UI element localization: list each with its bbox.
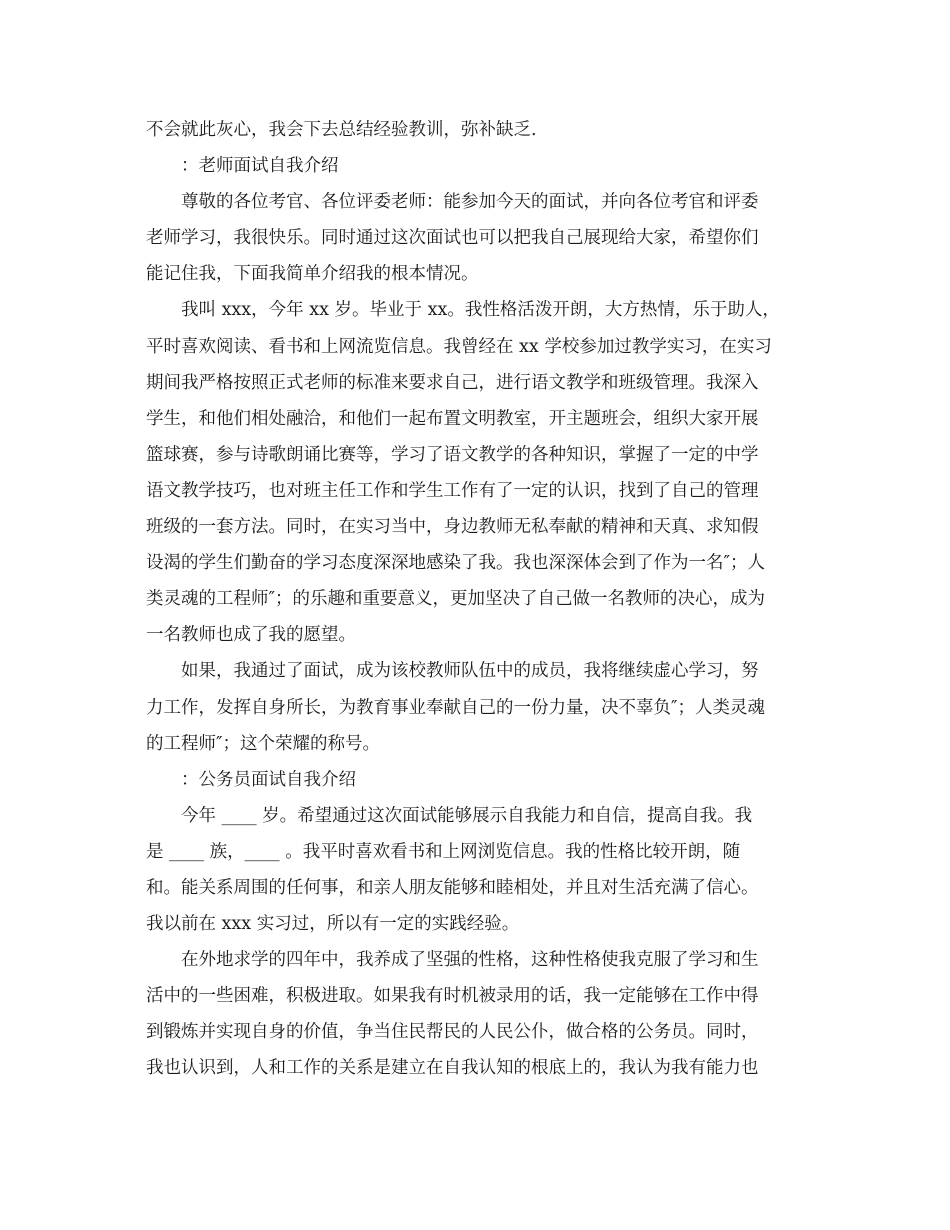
text-line: 班级的一套方法。同时，在实习当中，身边教师无私奉献的精神和天真、求知假: [146, 517, 759, 538]
text-line: 期间我严格按照正式老师的标准来要求自己，进行语文教学和班级管理。我深入: [146, 372, 759, 393]
text-line: 力工作，发挥自身所长，为教育事业奉献自己的一份力量，决不辜负″；人类灵魂: [146, 697, 766, 718]
text-line: 一名教师也成了我的愿望。: [146, 625, 356, 646]
text-line: 能记住我，下面我简单介绍我的根本情况。: [146, 264, 479, 285]
text-line: 是 ____ 族，____ 。我平时喜欢看书和上网浏览信息。我的性格比较开朗，随: [146, 841, 741, 862]
text-line: 语文教学技巧，也对班主任工作和学生工作有了一定的认识，找到了自己的管理: [146, 480, 759, 501]
text-line: 我也认识到，人和工作的关系是建立在自我认知的根底上的，我认为我有能力也: [146, 1058, 759, 1079]
text-line: 如果，我通过了面试，成为该校教师队伍中的成员，我将继续虚心学习，努: [181, 661, 759, 682]
text-line: 和。能关系周围的任何事，和亲人朋友能够和睦相处，并且对生活充满了信心。: [146, 877, 759, 898]
text-line: 平时喜欢阅读、看书和上网流览信息。我曾经在 xx 学校参加过教学实习，在实习: [146, 336, 772, 357]
text-line: ：老师面试自我介绍: [181, 156, 339, 177]
text-line: 设渴的学生们勤奋的学习态度深深地感染了我。我也深深体会到了作为一名″；人: [146, 553, 766, 574]
text-line: 活中的一些困难，积极进取。如果我有时机被录用的话，我一定能够在工作中得: [146, 986, 759, 1007]
text-line: 篮球赛，参与诗歌朗诵比赛等，学习了语文教学的各种知识，掌握了一定的中学: [146, 444, 759, 465]
text-line: 我以前在 xxx 实习过，所以有一定的实践经验。: [146, 914, 520, 935]
text-line: 的工程师″；这个荣耀的称号。: [146, 733, 381, 754]
text-line: 学生，和他们相处融洽，和他们一起布置文明教室，开主题班会，组织大家开展: [146, 408, 759, 429]
text-line: 我叫 xxx，今年 xx 岁。毕业于 xx。我性格活泼开朗，大方热情，乐于助人，: [181, 300, 780, 321]
text-line: 今年 ____ 岁。希望通过这次面试能够展示自我能力和自信，提高自我。我: [181, 805, 753, 826]
text-line: 在外地求学的四年中，我养成了坚强的性格，这种性格使我克服了学习和生: [181, 950, 759, 971]
text-line: ：公务员面试自我介绍: [181, 769, 356, 790]
text-line: 尊敬的各位考官、各位评委老师：能参加今天的面试，并向各位考官和评委: [181, 192, 759, 213]
text-line: 不会就此灰心，我会下去总结经验教训，弥补缺乏.: [146, 120, 537, 140]
text-line: 到锻炼并实现自身的价值，争当住民帮民的人民公仆，做合格的公务员。同时，: [146, 1022, 759, 1043]
text-line: 老师学习，我很快乐。同时通过这次面试也可以把我自己展现给大家，希望你们: [146, 228, 759, 249]
document-body: [146, 112, 802, 1087]
text-line: 类灵魂的工程师″；的乐趣和重要意义，更加坚决了自己做一名教师的决心，成为: [146, 589, 766, 610]
